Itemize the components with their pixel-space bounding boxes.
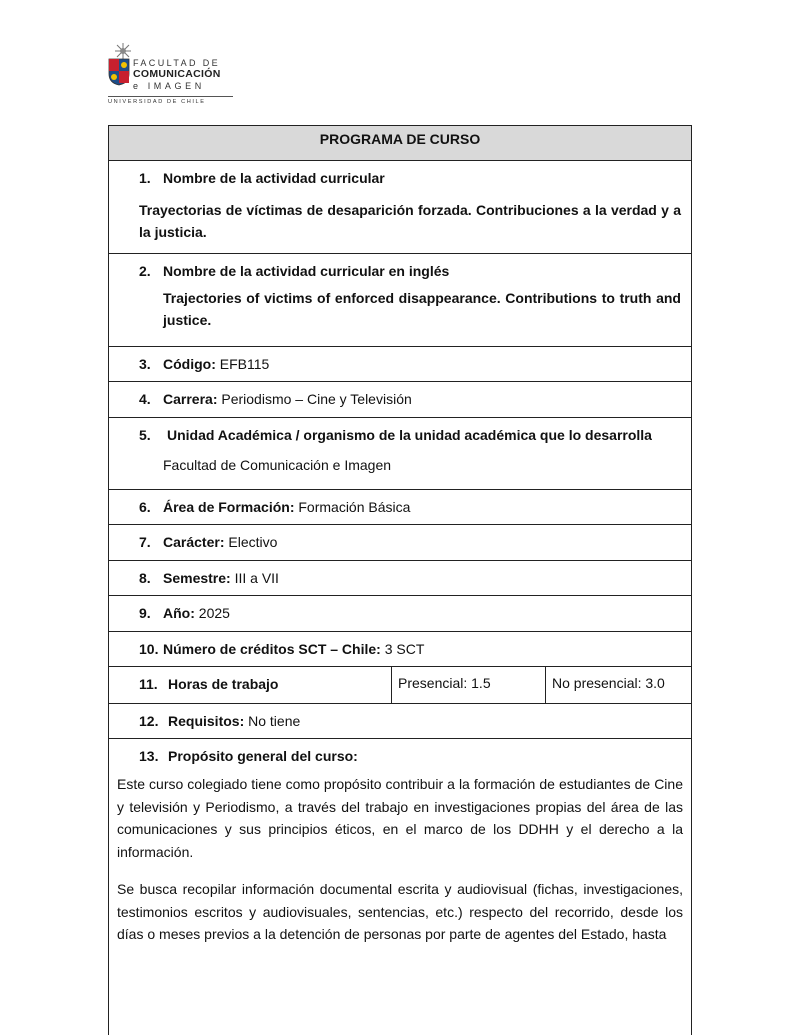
item-number: 1.	[139, 170, 151, 186]
item-value: Trayectorias de víctimas de desaparición forzada. Contribuciones a la verdad y a la justicia.	[139, 202, 681, 240]
item-number: 5.	[139, 427, 151, 443]
row-year	[109, 596, 691, 632]
item-number: 7.	[139, 534, 151, 550]
row-work-hours	[109, 667, 691, 704]
item-number: 8.	[139, 570, 151, 586]
item-label: Unidad Académica / organismo de la unidad académica que lo desarrolla	[167, 427, 652, 443]
row-academic-unit	[109, 418, 691, 490]
row-training-area	[109, 490, 691, 525]
item-label: Número de créditos SCT – Chile:	[163, 641, 381, 657]
item-value: 2025	[198, 605, 230, 621]
item-value: EFB115	[219, 356, 270, 372]
row-semester	[109, 561, 691, 596]
purpose-paragraph-1: Este curso colegiado tiene como propósito contribuir a la formación de estudiantes de Cine y televisión y Periodismo, a través del trabajo en investigaciones propias del área de las comunicaciones y sus principios éticos, en el marco de los DDHH y el derecho a la información.	[117, 776, 683, 860]
row-activity-name	[109, 161, 691, 254]
item-label: Horas de trabajo	[168, 676, 279, 692]
purpose-paragraph-2: Se busca recopilar información documental escrita y audiovisual (fichas, investigaciones, testimonios escritos y audiovisuales, sentencias, etc.) respecto del recorrido, desde los días o meses previos a la detención de personas por parte de agentes del Estado, hasta	[117, 881, 683, 942]
logo-line-2: COMUNICACIÓN	[133, 68, 221, 80]
logo-line-1: FACULTAD DE	[133, 58, 221, 68]
item-number: 3.	[139, 356, 151, 372]
item-number: 2.	[139, 263, 151, 279]
item-label: Código:	[163, 356, 216, 372]
item-value: Trajectories of victims of enforced disappearance. Contributions to truth and justice.	[163, 290, 681, 328]
item-label: Carrera:	[163, 391, 218, 407]
logo-line-3: e IMAGEN	[133, 81, 205, 91]
logo-divider	[108, 96, 233, 97]
item-label: Año:	[163, 605, 195, 621]
item-value: Periodismo – Cine y Televisión	[221, 391, 412, 407]
hours-no-presencial: No presencial: 3.0	[545, 667, 691, 703]
row-activity-name-english	[109, 254, 691, 347]
logo-university: UNIVERSIDAD DE CHILE	[108, 99, 206, 105]
item-value: Facultad de Comunicación e Imagen	[163, 457, 392, 473]
row-character	[109, 525, 691, 561]
item-value: Electivo	[228, 534, 278, 550]
row-career	[109, 382, 691, 418]
item-label: Requisitos:	[168, 713, 245, 729]
item-label: Propósito general del curso:	[168, 748, 358, 764]
item-number: 6.	[139, 499, 151, 515]
program-title: PROGRAMA DE CURSO	[109, 126, 691, 161]
item-value: Formación Básica	[298, 499, 411, 515]
item-value: 3 SCT	[384, 641, 425, 657]
row-requirements	[109, 704, 691, 739]
item-label: Carácter:	[163, 534, 225, 550]
row-purpose	[109, 739, 691, 979]
program-table	[108, 125, 692, 1035]
item-label: Nombre de la actividad curricular	[163, 170, 385, 186]
item-number: 9.	[139, 605, 151, 621]
item-number: 4.	[139, 391, 151, 407]
faculty-logo	[108, 42, 238, 112]
item-label: Nombre de la actividad curricular en inglés	[163, 263, 450, 279]
row-credits	[109, 632, 691, 667]
university-shield-icon	[108, 58, 130, 86]
item-number: 10.	[139, 641, 159, 657]
item-label: Área de Formación:	[163, 499, 295, 515]
item-number: 13.	[139, 748, 159, 764]
row-code	[109, 347, 691, 382]
item-value: III a VII	[234, 570, 279, 586]
hours-presencial: Presencial: 1.5	[391, 667, 545, 703]
item-value: No tiene	[248, 713, 301, 729]
item-number: 11.	[139, 676, 158, 692]
item-label: Semestre:	[163, 570, 231, 586]
item-number: 12.	[139, 713, 159, 729]
